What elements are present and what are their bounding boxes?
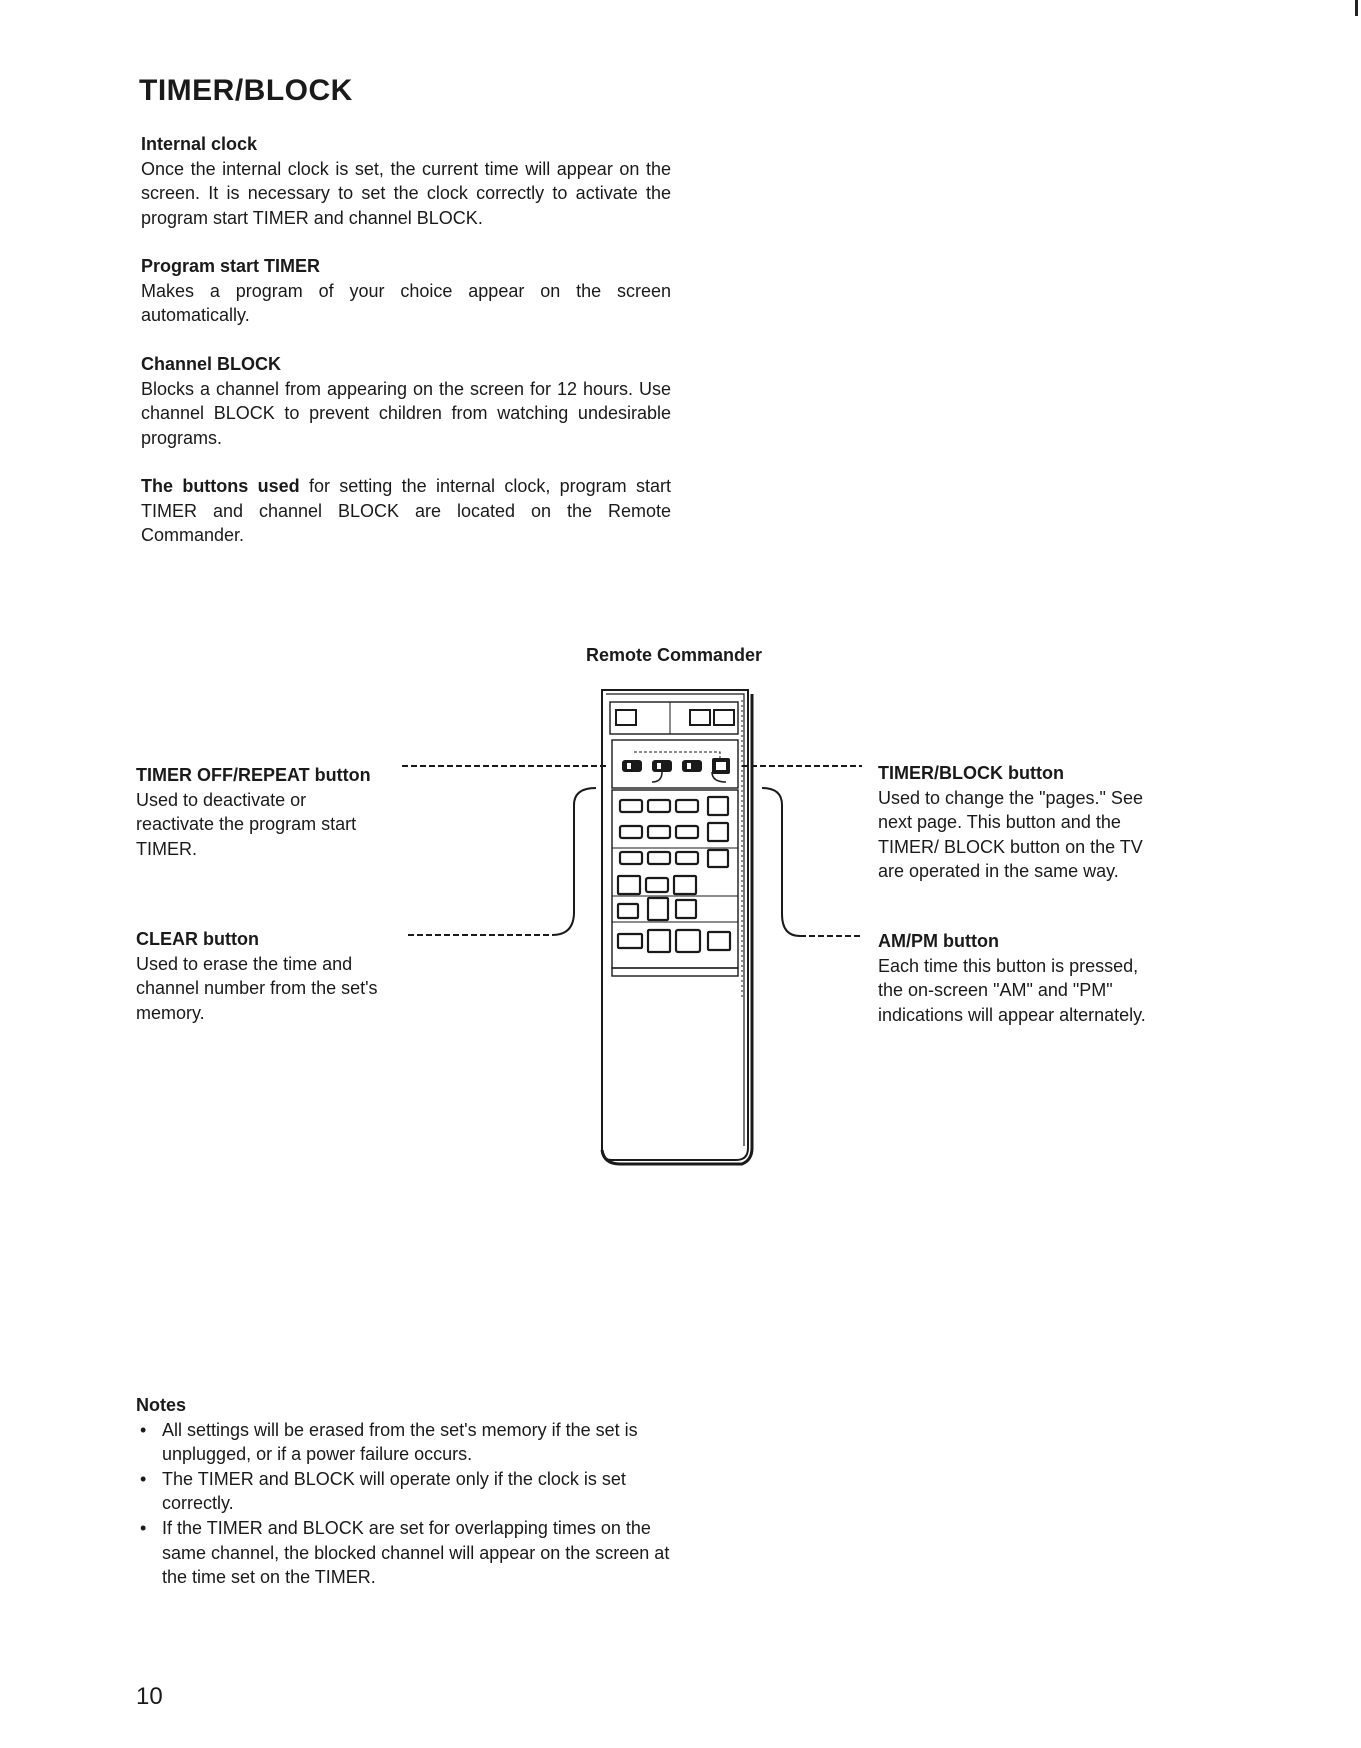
leader-bracket-clear <box>552 788 596 935</box>
notes-item: • If the TIMER and BLOCK are set for overlapping times on the same channel, the blocked channel will appear on the screen at the time set on the TIMER. <box>136 1516 676 1590</box>
timer-off-repeat-key <box>622 760 642 772</box>
am-pm-key <box>708 932 730 950</box>
leader-bracket-am-pm <box>762 788 800 936</box>
notes-list <box>136 1418 676 1590</box>
section-body: Makes a program of your choice appear on the screen automatically. <box>141 280 671 326</box>
keypad-key <box>648 852 670 864</box>
keypad-key <box>676 800 698 812</box>
keypad-key <box>676 826 698 838</box>
keypad-key <box>648 800 670 812</box>
callout-body: Each time this button is pressed, the on-screen "AM" and "PM" indications will appear alternately. <box>878 955 1146 1025</box>
callout-body: Used to deactivate or reactivate the program start TIMER. <box>136 789 357 859</box>
callout-heading: TIMER/BLOCK button <box>878 763 1064 783</box>
keypad-key <box>676 852 698 864</box>
notes-item: • All settings will be erased from the set's memory if the set is unplugged, or if a power failure occurs. <box>136 1418 676 1467</box>
keypad-key <box>708 823 728 841</box>
callout-heading: CLEAR button <box>136 929 259 949</box>
keypad-key <box>620 826 642 838</box>
notes <box>136 1393 676 1590</box>
keypad-key <box>648 930 670 952</box>
keypad-key <box>676 930 700 952</box>
keypad-key <box>674 876 696 894</box>
callout-heading: TIMER OFF/REPEAT button <box>136 765 371 785</box>
callout-body: Used to erase the time and channel number from the set's memory. <box>136 953 378 1023</box>
keypad-key <box>620 852 642 864</box>
buttons-used-rest: for setting the internal clock, program start TIMER and channel BLOCK are located on the Remote Commander. <box>141 476 671 546</box>
function-key-3 <box>682 760 702 772</box>
clear-key <box>618 934 642 948</box>
section-body: Blocks a channel from appearing on the screen for 12 hours. Use channel BLOCK to prevent children from watching undesirable programs. <box>141 378 671 448</box>
page-number: 10 <box>136 1683 163 1710</box>
keypad-key <box>646 878 668 892</box>
keypad-key <box>648 826 670 838</box>
section-body: Once the internal clock is set, the current time will appear on the screen. It is necessary to set the clock correctly to activate the program start TIMER and channel BLOCK. <box>141 158 671 228</box>
keypad-key <box>708 797 728 815</box>
remote-commander-label: Remote Commander <box>586 645 763 665</box>
keypad-key <box>618 904 638 918</box>
keypad-key <box>620 800 642 812</box>
keypad-key <box>676 900 696 918</box>
callout-body: Used to change the "pages." See next page. This button and the TIMER/ BLOCK button on the TV are operated in the same way. <box>878 787 1143 881</box>
section-heading: Internal clock <box>141 134 258 154</box>
notes-heading: Notes <box>136 1395 187 1415</box>
section-heading: Program start TIMER <box>141 256 321 276</box>
notes-item: • The TIMER and BLOCK will operate only if the clock is set correctly. <box>136 1467 676 1516</box>
keypad-key <box>648 898 668 920</box>
buttons-used-lead: The buttons used <box>141 476 300 496</box>
function-key-2 <box>652 760 672 772</box>
section-heading: Channel BLOCK <box>141 354 282 374</box>
keypad-key <box>618 876 640 894</box>
callout-heading: AM/PM button <box>878 931 999 951</box>
keypad-key <box>708 850 728 867</box>
page-title: TIMER/BLOCK <box>139 74 353 107</box>
